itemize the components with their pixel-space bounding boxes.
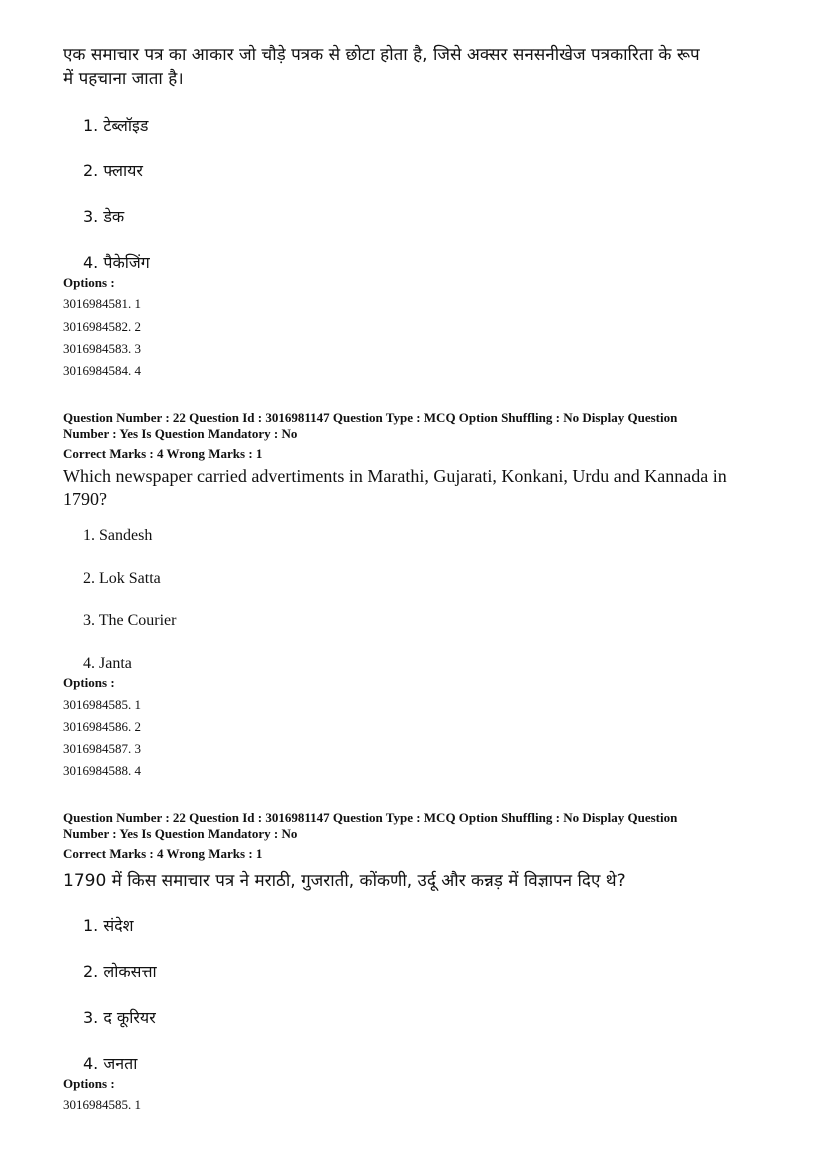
question-text-line-1: एक समाचार पत्र का आकार जो चौड़े पत्रक से छोटा होता है, जिसे अक्सर सनसनीखेज पत्रकारिता के रूप	[63, 45, 700, 65]
option-id: 3016984581. 1	[63, 296, 141, 311]
options-label: Options :	[63, 275, 115, 290]
question-meta-line-2: Number : Yes Is Question Mandatory : No	[63, 826, 298, 841]
question-meta-line-2: Number : Yes Is Question Mandatory : No	[63, 426, 298, 441]
question-meta-line-1: Question Number : 22 Question Id : 3016981147 Question Type : MCQ Option Shuffling : No Display Question	[63, 810, 678, 825]
choice-2: 2. लोकसत्ता	[83, 962, 157, 981]
option-id: 3016984588. 4	[63, 763, 141, 778]
choice-3: 3. The Courier	[83, 612, 177, 629]
choice-2: 2. Lok Satta	[83, 570, 161, 587]
choice-3: 3. द कूरियर	[83, 1008, 156, 1027]
question-text-line-2: में पहचाना जाता है।	[63, 69, 184, 89]
choice-2: 2. फ्लायर	[83, 161, 143, 180]
question-meta-line-1: Question Number : 22 Question Id : 3016981147 Question Type : MCQ Option Shuffling : No Display Question	[63, 410, 678, 425]
options-label: Options :	[63, 1076, 115, 1091]
choice-1: 1. टेब्लॉइड	[83, 116, 149, 135]
choice-1: 1. संदेश	[83, 916, 134, 935]
question-text-line-1: Which newspaper carried advertiments in Marathi, Gujarati, Konkani, Urdu and Kannada in	[63, 466, 727, 486]
option-id: 3016984585. 1	[63, 697, 141, 712]
option-id: 3016984583. 3	[63, 341, 141, 356]
choice-1: 1. Sandesh	[83, 527, 153, 544]
choice-3: 3. डेक	[83, 207, 125, 226]
question-marks: Correct Marks : 4 Wrong Marks : 1	[63, 846, 263, 861]
options-label: Options :	[63, 675, 115, 690]
option-id: 3016984584. 4	[63, 363, 141, 378]
choice-4: 4. Janta	[83, 655, 132, 672]
question-text-line-2: 1790?	[63, 489, 107, 509]
option-id: 3016984586. 2	[63, 719, 141, 734]
option-id: 3016984582. 2	[63, 319, 141, 334]
option-id: 3016984585. 1	[63, 1097, 141, 1112]
choice-4: 4. जनता	[83, 1054, 138, 1073]
option-id: 3016984587. 3	[63, 741, 141, 756]
choice-4: 4. पैकेजिंग	[83, 253, 150, 272]
question-text-line-1: 1790 में किस समाचार पत्र ने मराठी, गुजराती, कोंकणी, उर्दू और कन्नड़ में विज्ञापन दिए थे?	[63, 871, 626, 891]
question-marks: Correct Marks : 4 Wrong Marks : 1	[63, 446, 263, 461]
